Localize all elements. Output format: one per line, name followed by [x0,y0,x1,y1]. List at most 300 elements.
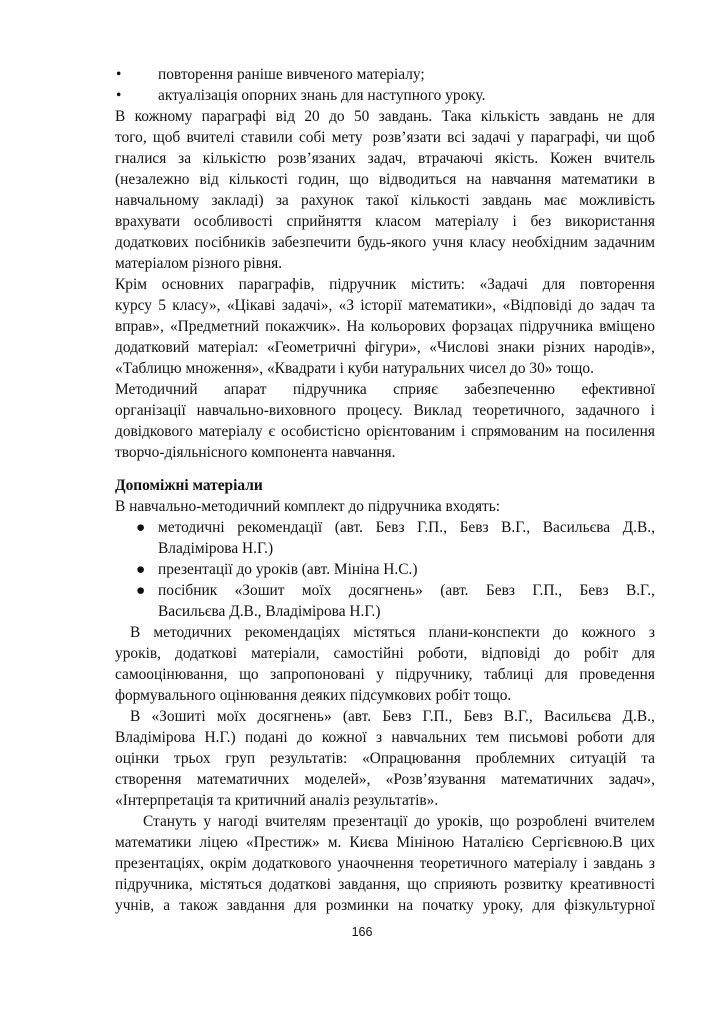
word: якість. [494,150,539,167]
word: додаткові [175,645,238,662]
word: необхідним [511,234,588,251]
word: у [376,666,384,683]
word: містяться [199,876,262,893]
word: тем [476,729,500,746]
word: унаочнення [337,855,414,872]
word: математичних [196,771,290,788]
paragraph-6-line [115,832,655,853]
word: проведення [579,666,655,683]
word: теоретичного, [472,402,565,419]
bullet-marker: • [116,66,122,83]
paragraph-1-line [115,148,655,169]
word: можливість [579,192,655,209]
paragraph-1-line [115,169,655,190]
word: матеріал: [197,339,259,356]
word: і [512,213,517,230]
paragraph-1-line [115,190,655,211]
word: історії [360,297,402,314]
word: процесу. [346,402,403,419]
word: відводиться [378,171,457,188]
word: і [650,402,655,419]
word: того, [115,129,147,146]
word: роботи [577,729,624,746]
word: Г.П., [417,519,447,536]
word: Бевз [463,708,493,725]
word: подані [244,729,288,746]
word: таблиці [484,666,534,683]
word: врахувати [115,213,181,230]
kit-item-2: презентації до уроків (авт. Мініна Н.С.) [158,561,418,578]
word: особливості [193,213,273,230]
paragraph-6-line [115,811,655,832]
word: орієнтованим [366,423,456,440]
word: параграфів, [238,276,315,293]
word: моїх [301,582,332,599]
word: всі [447,129,466,146]
paragraph-4-line [115,664,655,685]
word: не [607,108,624,125]
word: покажчик». [265,318,341,335]
word: (авт. [440,582,469,599]
word: задачі», [281,297,333,314]
word: цих [630,834,655,851]
word: апарат [223,381,267,398]
word: ставили [240,129,293,146]
word: презентації [332,813,408,830]
word: для [632,729,655,746]
word: відповіді [481,645,541,662]
word: В.Г., [625,582,655,599]
word: для [532,897,555,914]
word: навчально-виховного [196,402,336,419]
word: теоретичного [419,855,508,872]
paragraph-4-last-line: формувального оцінювання деяких підсумкових робіт тощо. [115,687,512,704]
word: посібників [194,234,266,251]
paragraph-6-line [115,874,655,895]
word: на [398,897,414,914]
word: до [414,813,430,830]
paragraph-5-line [115,748,655,769]
word: кількість [480,108,540,125]
word: народів», [593,339,655,356]
word: уроків, [115,645,161,662]
kit-item-1-continuation: Владімірова Н.Г.) [158,540,274,557]
word: без [530,213,552,230]
word: підручника [292,381,367,398]
word: Сергієвною.В [531,834,623,851]
word: В.Г., [503,708,533,725]
word: методичні [158,519,225,536]
word: окрім [209,855,247,872]
paragraph-1-line [115,232,655,253]
intro-bullet-2: актуалізація опорних знань для наступного уроку. [158,87,486,104]
word: завдань [548,108,599,125]
word: В [130,624,141,641]
word: задач [600,297,635,314]
word: досягнень» [348,582,423,599]
word: також [179,897,218,914]
paragraph-5-line [115,706,655,727]
word: Владімірова [115,729,196,746]
word: від [275,108,296,125]
paragraph-1-line [115,211,655,232]
word: підручнику, [395,666,473,683]
word: на [466,171,482,188]
word: гналися [115,150,167,167]
word: моїх [216,708,247,725]
word: Н.Г.) [204,729,236,746]
paragraph-1-line [115,127,655,148]
word: Г.П., [532,582,563,599]
word: з [648,855,655,872]
word: розминки [325,897,389,914]
word: учня [432,234,464,251]
word: і [460,423,466,440]
word: вправ», [115,318,164,335]
word: вміщено [599,318,655,335]
word: кількістю [202,150,267,167]
word: має [543,192,567,209]
word: «Розв’язування [385,771,486,788]
word: годин, [297,171,340,188]
word: «Задачі [479,276,528,293]
word: додатковий [115,339,190,356]
word: розв’язати [368,129,441,146]
word: математики [115,834,192,851]
word: задачного [575,402,640,419]
word: ситуацій [569,750,627,767]
word: «Зошит [234,582,285,599]
word: мету [331,129,363,146]
page-number: 166 [351,925,373,939]
word: (авт. [342,708,372,725]
word: навчальних [391,729,467,746]
word: у [203,813,212,830]
word: завдань [481,192,532,209]
word: до [552,624,569,641]
word: фігури», [364,339,421,356]
word: навчання [491,171,552,188]
word: посібник [158,582,218,599]
paragraph-2-line [115,337,655,358]
word: (авт. [334,519,363,536]
word: до [578,297,594,314]
word: чи [605,129,622,146]
word: завдань. [378,108,433,125]
paragraph-5-line [115,769,655,790]
word: для [545,666,568,683]
word: знаки [497,339,535,356]
word: Бевз [459,519,489,536]
word: матеріалу [198,423,263,440]
paragraph-3-last-line: творчо-діяльнісного компонента навчання. [115,444,396,461]
word: початку [422,897,474,914]
word: В.Г., [501,519,531,536]
word: учнів, [115,897,155,914]
word: що [489,813,510,830]
word: кількості [228,171,288,188]
word: повторення [579,276,655,293]
word: Бевз [382,708,412,725]
intro-bullet-1: повторення раніше вивченого матеріалу; [158,66,425,83]
bullet-marker: ● [136,519,146,536]
paragraph-1-last-line: матеріалом різного рівня. [115,255,283,272]
word: з [376,729,383,746]
word: презентаціях, [115,855,204,872]
word: організації [115,402,186,419]
paragraph-2-line [115,274,655,295]
word: математики», [408,297,497,314]
word: вчителям [265,813,326,830]
word: трьох [173,750,211,767]
word: щоб [152,129,181,146]
word: самооцінювання, [115,666,228,683]
word: «Опрацювання [362,750,461,767]
word: самостійні [333,645,404,662]
word: додаткові [269,876,332,893]
word: моделей», [304,771,371,788]
word: «Зошиті [151,708,206,725]
word: містяться [353,624,416,641]
word: Васильєва [542,519,611,536]
word: кількості [410,192,470,209]
word: створення [115,771,182,788]
word: посилення [585,423,655,440]
bullet-marker: ● [136,582,146,599]
word: завдань [593,855,644,872]
word: від [199,171,219,188]
word: є [268,423,276,440]
word: завдання, [338,876,401,893]
word: для [632,108,655,125]
word: Д.В., [622,708,655,725]
word: Наталією [462,834,524,851]
word: на [564,423,580,440]
word: сприяє [393,381,438,398]
word: математики [561,171,638,188]
word: вчителем [594,813,655,830]
word: (незалежно [115,171,190,188]
word: проблемних [475,750,556,767]
paragraph-6-line [115,895,655,916]
word: «Предметний [169,318,259,335]
word: Києва [349,834,389,851]
word: «Геометричні [266,339,357,356]
word: задач», [608,771,655,788]
word: задачним [594,234,655,251]
word: додаткового [252,855,332,872]
word: щоб [627,129,655,146]
kit-item-3-continuation: Васильєва Д.В., Владімірова Н.Г.) [158,603,381,620]
word: а [163,897,171,914]
word: підручника, [115,876,193,893]
word: містить: [411,276,465,293]
word: роботи, [417,645,468,662]
word: закладі) [211,192,264,209]
word: такої [365,192,399,209]
paragraph-4-line [115,643,655,664]
word: «З [338,297,355,314]
paragraph-3-line [115,400,655,421]
word: кожної [321,729,367,746]
paragraph-5-line [115,727,655,748]
bullet-marker: • [116,87,122,104]
word: матеріалу [434,213,499,230]
kit-intro: В навчально-методичний комплект до підручника входять: [115,498,501,515]
word: собі [298,129,326,146]
word: форзацах [451,318,514,335]
word: «Цікаві [226,297,276,314]
word: розроблені [516,813,588,830]
word: методичних [153,624,232,641]
word: Кожен [549,150,593,167]
word: нагоді [218,813,259,830]
word: для [542,276,566,293]
word: кожному [134,108,193,125]
word: завдання [226,897,285,914]
word: параграфі, [530,129,600,146]
word: запропоновані [270,666,365,683]
word: з [648,624,655,641]
word: кольорових [370,318,446,335]
word: вчителі [186,129,235,146]
word: класом [375,213,422,230]
word: креативності [569,876,655,893]
word: в [647,171,655,188]
word: 50 [353,108,370,125]
word: сприйняття [286,213,362,230]
word: і [583,855,588,872]
word: будь-якого [357,234,427,251]
paragraph-3-line [115,379,655,400]
paragraph-2-line [115,316,655,337]
paragraph-2-line [115,295,655,316]
word: за [275,192,289,209]
section-heading: Допоміжні матеріали [115,477,263,494]
word: досягнень» [257,708,332,725]
word: рекомендації [237,519,323,536]
word: В [130,708,141,725]
paragraph-6-line [115,853,655,874]
word: Стануть [143,813,197,830]
word: сприяють [433,876,498,893]
word: Д.В., [622,519,655,536]
word: задачі [471,129,511,146]
word: підручника [519,318,594,335]
paragraph-4-line [115,622,655,643]
word: за [178,150,192,167]
paragraph-2-last-line: «Таблицю множення», «Квадрати і куби натуральних чисел до 30» тощо. [115,360,594,377]
word: матеріалу [513,855,578,872]
word: м. [327,834,342,851]
word: математичних [500,771,594,788]
paragraph-5-last-line: «Інтерпретація та критичний аналіз результатів». [115,792,439,809]
word: Крім [115,276,147,293]
word: до [329,108,345,125]
paragraph-1-line [115,106,655,127]
word: рекомендаціях [244,624,341,641]
word: Така [441,108,472,125]
word: особистісно [281,423,361,440]
word: до [296,729,313,746]
word: що [239,666,259,683]
word: 5 [158,297,166,314]
word: навчальному [115,192,200,209]
word: На [346,318,365,335]
word: уроку, [482,897,524,914]
word: кожного [581,624,636,641]
word: В [115,108,126,125]
word: параграфі [201,108,267,125]
word: задач, [367,150,407,167]
word: «Числові [429,339,489,356]
word: робіт [584,645,619,662]
word: до [554,645,570,662]
word: рахунок [301,192,354,209]
word: що [349,171,369,188]
word: додаткових [115,234,189,251]
word: матеріали, [251,645,320,662]
word: фізкультурної [564,897,655,914]
word: 20 [304,108,320,125]
word: «Престиж» [245,834,320,851]
kit-item-1-line [158,517,655,538]
word: забезпеченню [464,381,556,398]
word: різних [543,339,586,356]
word: класу [469,234,506,251]
word: письмові [508,729,569,746]
word: Бевз [375,519,405,536]
word: для [632,645,655,662]
word: результатів: [269,750,348,767]
word: плани-конспекти [428,624,540,641]
word: втрачаючі [417,150,484,167]
word: «Відповіді [502,297,573,314]
word: спрямованим [471,423,559,440]
word: довідкового [115,423,193,440]
word: Виклад [413,402,462,419]
word: розв’язаних [277,150,356,167]
word: основних [161,276,224,293]
word: класу», [172,297,221,314]
word: курсу [115,297,152,314]
word: Методичний [115,381,198,398]
bullet-marker: ● [136,561,146,578]
word: підручник [329,276,397,293]
word: ліцею [199,834,238,851]
word: розвитку [504,876,563,893]
word: що [407,876,427,893]
word: оцінки [115,750,160,767]
word: забезпечити [271,234,352,251]
word: використання [564,213,655,230]
word: Васильєва [543,708,612,725]
word: у [516,129,525,146]
word: Мініною [396,834,455,851]
word: уроків, [436,813,483,830]
word: та [641,750,655,767]
kit-item-3-line [158,580,655,601]
word: Бевз [485,582,515,599]
word: груп [225,750,256,767]
paragraph-3-line [115,421,655,442]
word: для [293,897,317,914]
word: та [641,297,655,314]
word: Бевз [579,582,609,599]
word: Г.П., [422,708,453,725]
word: ефективної [581,381,655,398]
word: вчитель [604,150,655,167]
